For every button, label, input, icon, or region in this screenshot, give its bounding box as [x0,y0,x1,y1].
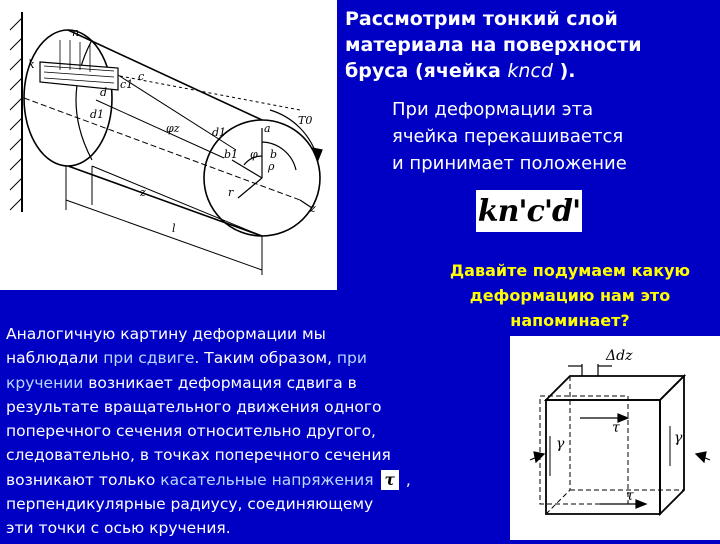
label-t0: T0 [298,114,313,127]
label-phi: φ [250,148,258,161]
shear-element-figure [510,336,720,540]
label-gamma-left: γ [556,436,565,452]
label-tau-top: τ [612,420,620,436]
para-line: . Таким образом, [194,349,337,368]
para-line: перпендикулярные радиусу, соединяющему [6,495,374,514]
para-line: поперечного сечения относительно другого, [6,422,376,441]
subtext-line-1: При деформации эта [392,99,594,120]
label-a: a [264,122,271,135]
para-line: эти точки с осью кручения. [6,519,231,538]
label-d: d [100,86,108,99]
heading-line-1: Рассмотрим тонкий слой [345,8,618,30]
label-n: n [72,26,80,39]
torsion-cylinder-figure [0,0,337,290]
para-line: возникают только [6,470,161,489]
label-phi-z: φz [166,122,180,135]
heading-cell-label: kncd [507,60,553,82]
question-line-2: деформацию нам это [469,286,671,305]
slide-heading [345,6,717,84]
label-gamma-right: γ [674,430,683,446]
tau-symbol: τ [381,470,399,490]
label-delta-dz: Δdz [606,348,633,364]
subtext-line-2: ячейка перекашивается [392,126,624,147]
label-c: c [138,70,145,83]
label-b1: b1 [224,148,239,161]
shear-element-drawing [510,336,720,540]
label-k: k [28,58,35,71]
label-b: b [270,148,278,161]
heading-line-2: материала на поверхности [345,34,642,56]
para-highlight: кручении [6,373,84,392]
label-z-length: z [140,186,146,199]
formula-text: kn'c'd' [477,193,581,229]
question-line-3: напоминает? [510,311,630,330]
deformed-cell-formula [476,190,582,232]
para-line: результате вращательного движения одного [6,397,382,416]
label-c1: c1 [120,78,134,91]
explanation-paragraph [6,322,506,541]
torsion-cylinder-drawing [0,0,337,290]
heading-line-3-end: ). [552,60,576,82]
para-highlight: при сдвиге [103,349,195,368]
wall-hatching [10,18,22,210]
para-line: возникает деформация сдвига в [83,373,357,392]
para-highlight: при [336,349,367,368]
para-line: наблюдали [6,349,104,368]
label-tau-bottom: τ [626,488,634,504]
para-highlight: касательные напряжения [160,470,374,489]
label-rho: ρ [268,160,275,173]
label-d1-end: d1 [212,126,227,139]
label-d1: d1 [90,108,105,121]
question-line-1: Давайте подумаем какую [449,261,691,280]
para-line: следовательно, в точках поперечного сечения [6,446,391,465]
para-line: , [400,470,411,489]
label-z-axis: z [310,202,316,215]
label-r: r [228,186,234,199]
subtext-line-3: и принимает положение [392,153,627,174]
deformation-text [392,96,712,177]
label-l-length: l [172,222,176,235]
para-line: Аналогичную картину деформации мы [6,325,326,343]
heading-line-3: бруса (ячейка [345,60,508,82]
